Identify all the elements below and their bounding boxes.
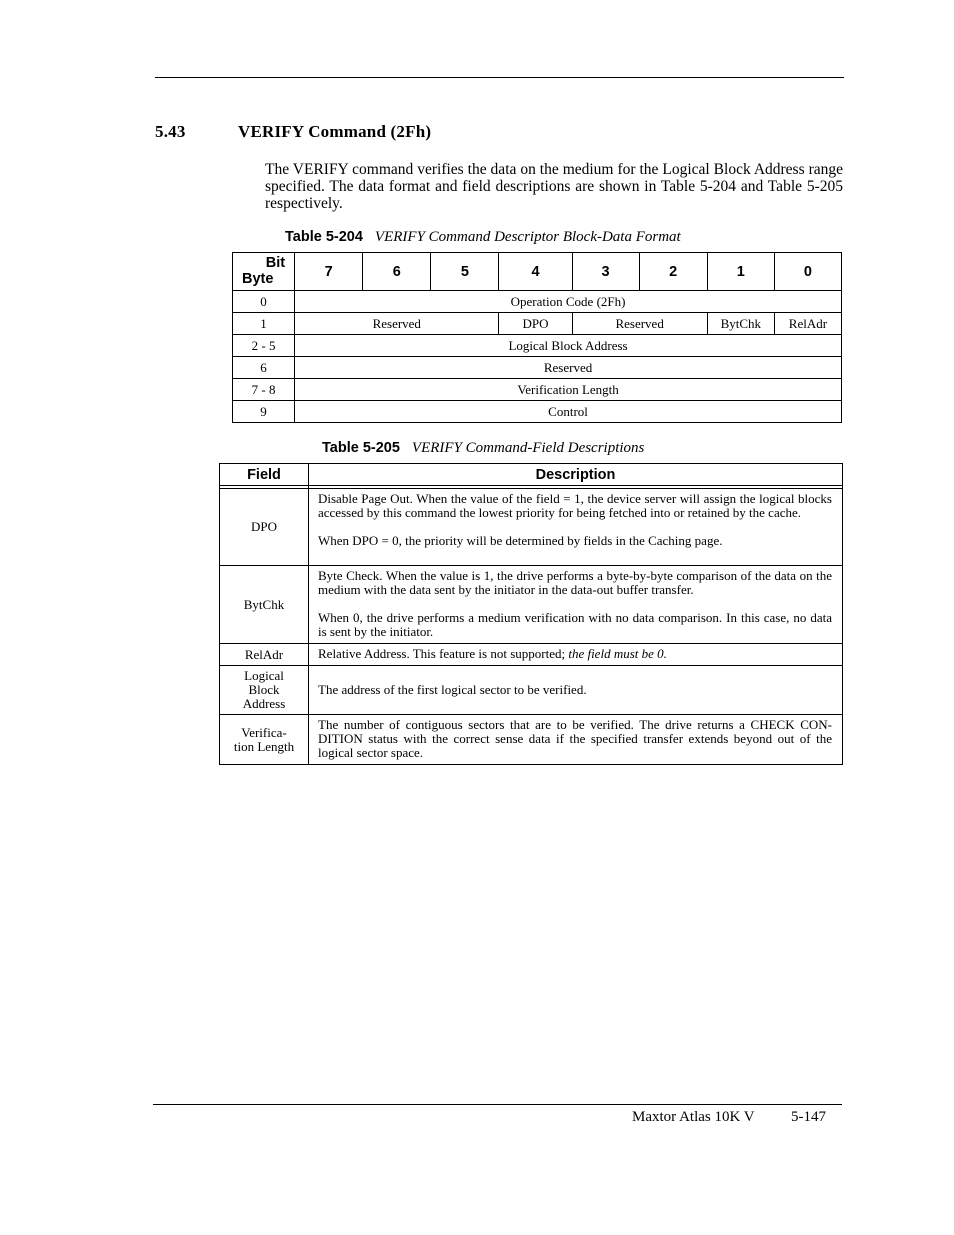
table-row — [220, 666, 843, 715]
table-row — [220, 715, 843, 765]
table1-label: Table 5-204 — [285, 229, 363, 245]
byte-cell: 7 - 8 — [233, 379, 295, 401]
bytchk-cell: BytChk — [707, 313, 774, 335]
field-name: RelAdr — [220, 644, 309, 666]
bit-1: 1 — [707, 253, 774, 291]
bit-4: 4 — [499, 253, 572, 291]
bit-0: 0 — [774, 253, 841, 291]
table-row — [220, 489, 843, 566]
bit-header-row — [233, 253, 842, 291]
description-paragraph — [318, 647, 832, 661]
reserved-cell: Reserved — [295, 357, 842, 379]
field-name-line: Verifica- — [241, 724, 287, 740]
table2-caption — [322, 440, 644, 457]
field-name — [220, 715, 309, 765]
verification-length-cell: Verification Length — [295, 379, 842, 401]
top-rule — [155, 77, 844, 78]
field-description — [309, 715, 843, 765]
table-row — [233, 379, 842, 401]
operation-code-cell: Operation Code (2Fh) — [295, 291, 842, 313]
bit-7: 7 — [295, 253, 363, 291]
intro-paragraph: The VERIFY command verifies the data on the medium for the Logical Block Address range specified. The data format and field descriptions are shown in Table 5-204 and Table 5-205 respectively. — [265, 161, 843, 212]
field-description — [309, 644, 843, 666]
table1-title: VERIFY Command Descriptor Block-Data Format — [374, 229, 681, 245]
section-number: 5.43 — [155, 122, 186, 141]
table-row — [220, 644, 843, 666]
bit-2: 2 — [639, 253, 707, 291]
byte-cell: 9 — [233, 401, 295, 423]
field-column-header: Field — [220, 464, 309, 486]
field-name-line: tion Length — [233, 738, 295, 754]
section-title: VERIFY Command (2Fh) — [238, 122, 432, 141]
field-descriptions-table — [219, 463, 843, 765]
logical-block-address-cell: Logical Block Address — [295, 335, 842, 357]
reladr-cell: RelAdr — [774, 313, 841, 335]
bit-3: 3 — [572, 253, 639, 291]
description-paragraph: When 0, the drive performs a medium verification with no data comparison. In this case, no data is sent by the initiator. — [318, 610, 832, 639]
table-row — [233, 313, 842, 335]
field-name-line: Block — [248, 682, 280, 697]
dpo-cell: DPO — [499, 313, 572, 335]
field-name — [220, 666, 309, 715]
table1-caption — [285, 229, 681, 246]
field-name: DPO — [220, 489, 309, 566]
table-header-row — [220, 464, 843, 486]
corner-bit-label: Bit — [265, 255, 286, 271]
byte-cell: 6 — [233, 357, 295, 379]
reserved-cell: Reserved — [572, 313, 707, 335]
field-description — [309, 489, 843, 566]
byte-cell: 0 — [233, 291, 295, 313]
description-italic-text: the field must be 0. — [568, 646, 667, 661]
description-paragraph: Disable Page Out. When the value of the field = 1, the device server will assign the logical blocks accessed by this command the lowest priority for being fetched into or retained by the cache. — [318, 491, 832, 520]
description-column-header: Description — [309, 464, 843, 486]
table2-title: VERIFY Command-Field Descriptions — [411, 440, 645, 456]
table2-label: Table 5-205 — [322, 440, 400, 456]
description-paragraph: Byte Check. When the value is 1, the drive performs a byte-by-byte comparison of the data on the medium with the data sent by the initiator in the data-out buffer transfer. — [318, 568, 832, 597]
control-cell: Control — [295, 401, 842, 423]
table-row — [233, 401, 842, 423]
byte-cell: 1 — [233, 313, 295, 335]
field-description — [309, 566, 843, 644]
description-paragraph: The number of contiguous sectors that are to be verified. The drive returns a CHECK CON-DITION status with the correct sense data if the specified transfer extends beyond out of the logical sector space. — [318, 717, 832, 760]
table-row — [233, 291, 842, 313]
page-number: 5-147 — [791, 1109, 826, 1125]
bit-6: 6 — [363, 253, 431, 291]
cdb-format-table — [232, 252, 842, 423]
bit-5: 5 — [431, 253, 499, 291]
field-description — [309, 666, 843, 715]
bit-byte-corner — [233, 253, 295, 291]
corner-byte-label: Byte — [242, 271, 274, 287]
description-paragraph: When DPO = 0, the priority will be determined by fields in the Caching page. — [318, 533, 723, 548]
table-row — [233, 357, 842, 379]
bottom-rule — [153, 1104, 842, 1105]
field-name-line: Address — [242, 696, 286, 711]
reserved-cell: Reserved — [295, 313, 499, 335]
footer-title: Maxtor Atlas 10K V — [632, 1109, 755, 1125]
table-row — [233, 335, 842, 357]
field-name: BytChk — [220, 566, 309, 644]
field-name-line: Logical — [244, 668, 284, 683]
description-paragraph: The address of the first logical sector to be verified. — [318, 681, 587, 697]
byte-cell: 2 - 5 — [233, 335, 295, 357]
description-text: Relative Address. This feature is not supported; — [318, 646, 569, 661]
table-row — [220, 566, 843, 644]
